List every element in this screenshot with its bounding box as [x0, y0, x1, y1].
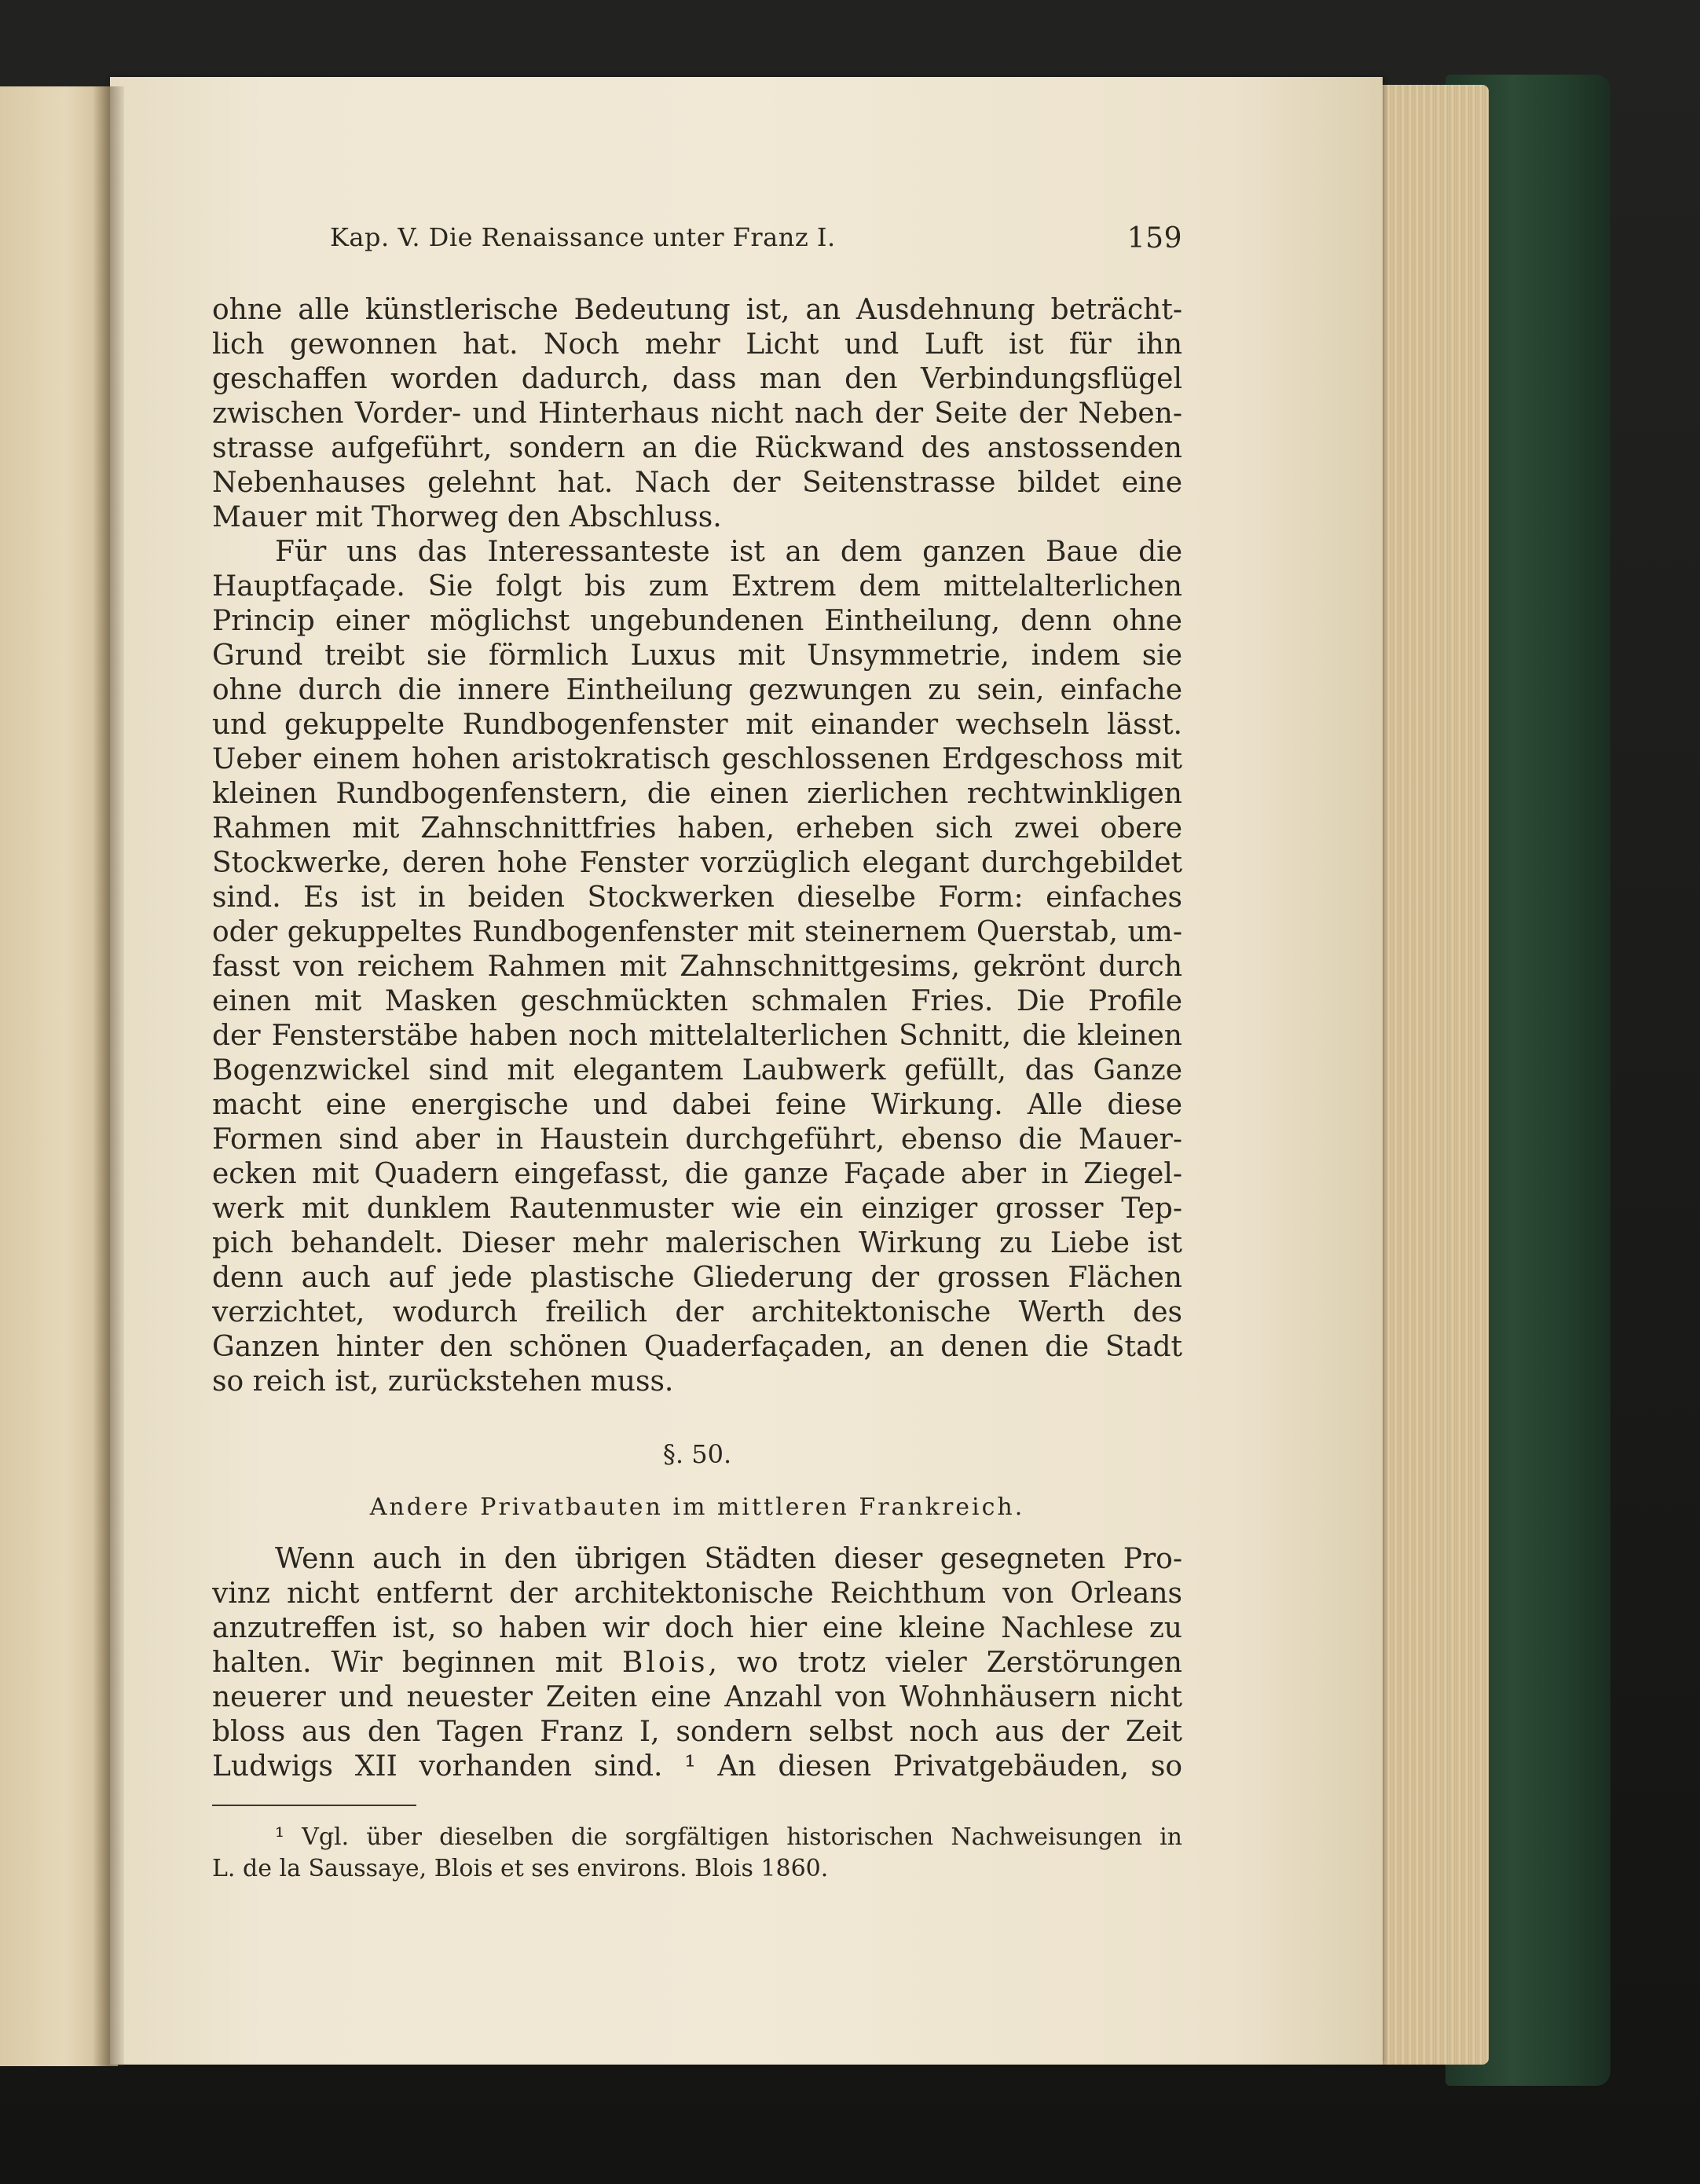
text-line: Hauptfaçade. Sie folgt bis zum Extrem dem mittelalterlichen: [212, 570, 1182, 603]
footnote-line: L. de la Saussaye, Blois et ses environs. Blois 1860.: [212, 1855, 829, 1882]
text-line: ohne durch die innere Eintheilung gezwungen zu sein, einfache: [212, 674, 1182, 706]
text-line: Bogenzwickel sind mit elegantem Laubwerk gefüllt, das Ganze: [212, 1054, 1182, 1087]
text-line: pich behandelt. Dieser mehr malerischen Wirkung zu Liebe ist: [212, 1227, 1182, 1259]
text-line: Ganzen hinter den schönen Quaderfaçaden, an denen die Stadt: [212, 1331, 1182, 1363]
text-line: werk mit dunklem Rautenmuster wie ein einziger grosser Tep-: [212, 1193, 1182, 1225]
section-title: Andere Privatbauten im mittleren Frankreich.: [369, 1493, 1025, 1521]
paragraph-3: [212, 1542, 1182, 1784]
running-head: [212, 222, 1182, 269]
text-line: der Fensterstäbe haben noch mittelalterlichen Schnitt, die kleinen: [212, 1020, 1182, 1052]
text-line: denn auch auf jede plastische Gliederung der grossen Flächen: [212, 1262, 1182, 1294]
page-gutter: [93, 86, 124, 2066]
text-line: Wenn auch in den übrigen Städten dieser gesegneten Pro-: [275, 1543, 1182, 1575]
text-fragment: , wo trotz vieler Zerstörungen: [708, 1647, 1182, 1679]
body-text: [212, 293, 1182, 1885]
text-line: [212, 1646, 1182, 1680]
text-line: so reich ist, zurückstehen muss.: [212, 1365, 674, 1398]
text-line: lich gewonnen hat. Noch mehr Licht und Luft ist für ihn: [212, 328, 1182, 361]
text-fragment: halten. Wir beginnen mit: [212, 1647, 622, 1679]
text-line: Ludwigs XII vorhanden sind. ¹ An diesen Privatgebäuden, so: [212, 1750, 1182, 1783]
text-line: Für uns das Interessanteste ist an dem ganzen Baue die: [275, 536, 1182, 568]
book-page: [110, 77, 1383, 2065]
text-line: verzichtet, wodurch freilich der architektonische Werth des: [212, 1296, 1182, 1328]
text-line: Princip einer möglichst ungebundenen Eintheilung, denn ohne: [212, 605, 1182, 637]
text-line: Nebenhauses gelehnt hat. Nach der Seitenstrasse bildet eine: [212, 467, 1182, 499]
text-line: sind. Es ist in beiden Stockwerken dieselbe Form: einfaches: [212, 881, 1182, 914]
footnote-rule: [212, 1805, 416, 1806]
text-line: ecken mit Quadern eingefasst, die ganze Façade aber in Ziegel-: [212, 1158, 1182, 1190]
text-line: anzutreffen ist, so haben wir doch hier eine kleine Nachlese zu: [212, 1612, 1182, 1644]
page-number: 159: [1127, 222, 1182, 255]
text-line: Stockwerke, deren hohe Fenster vorzüglich elegant durchgebildet: [212, 847, 1182, 879]
text-line: zwischen Vorder- und Hinterhaus nicht nach der Seite der Neben-: [212, 398, 1182, 430]
text-line: oder gekuppeltes Rundbogenfenster mit steinernem Querstab, um-: [212, 916, 1182, 948]
text-line: Rahmen mit Zahnschnittfries haben, erheben sich zwei obere: [212, 812, 1182, 845]
text-line: Grund treibt sie förmlich Luxus mit Unsymmetrie, indem sie: [212, 639, 1182, 672]
text-line: fasst von reichem Rahmen mit Zahnschnittgesims, gekrönt durch: [212, 951, 1182, 983]
footnotes: [212, 1822, 1182, 1885]
text-line: ohne alle künstlerische Bedeutung ist, an Ausdehnung beträcht-: [212, 294, 1182, 326]
text-line: bloss aus den Tagen Franz I, sondern selbst noch aus der Zeit: [212, 1716, 1182, 1748]
text-line: neuerer und neuester Zeiten eine Anzahl von Wohnhäusern nicht: [212, 1681, 1182, 1713]
paragraph-1: [212, 293, 1182, 535]
footnote-line: ¹ Vgl. über dieselben die sorgfältigen historischen Nachweisungen in: [275, 1823, 1182, 1851]
spaced-place-name: Blois: [621, 1647, 709, 1679]
text-line: Mauer mit Thorweg den Abschluss.: [212, 501, 722, 533]
running-head-title: Kap. V. Die Renaissance unter Franz I.: [330, 222, 836, 252]
text-line: kleinen Rundbogenfenstern, die einen zierlichen rechtwinkligen: [212, 778, 1182, 810]
text-line: einen mit Masken geschmückten schmalen Fries. Die Profile: [212, 985, 1182, 1017]
text-line: Formen sind aber in Haustein durchgeführt, ebenso die Mauer-: [212, 1123, 1182, 1156]
text-line: geschaffen worden dadurch, dass man den Verbindungsflügel: [212, 363, 1182, 395]
text-line: macht eine energische und dabei feine Wirkung. Alle diese: [212, 1089, 1182, 1121]
text-line: vinz nicht entfernt der architektonische Reichthum von Orleans: [212, 1578, 1182, 1610]
text-line: strasse aufgeführt, sondern an die Rückwand des anstossenden: [212, 432, 1182, 464]
page-content: [212, 222, 1182, 1885]
section-number: §. 50.: [662, 1439, 732, 1469]
text-line: Ueber einem hohen aristokratisch geschlossenen Erdgeschoss mit: [212, 743, 1182, 775]
paragraph-2: [212, 535, 1182, 1399]
text-line: und gekuppelte Rundbogenfenster mit einander wechseln lässt.: [212, 709, 1182, 741]
